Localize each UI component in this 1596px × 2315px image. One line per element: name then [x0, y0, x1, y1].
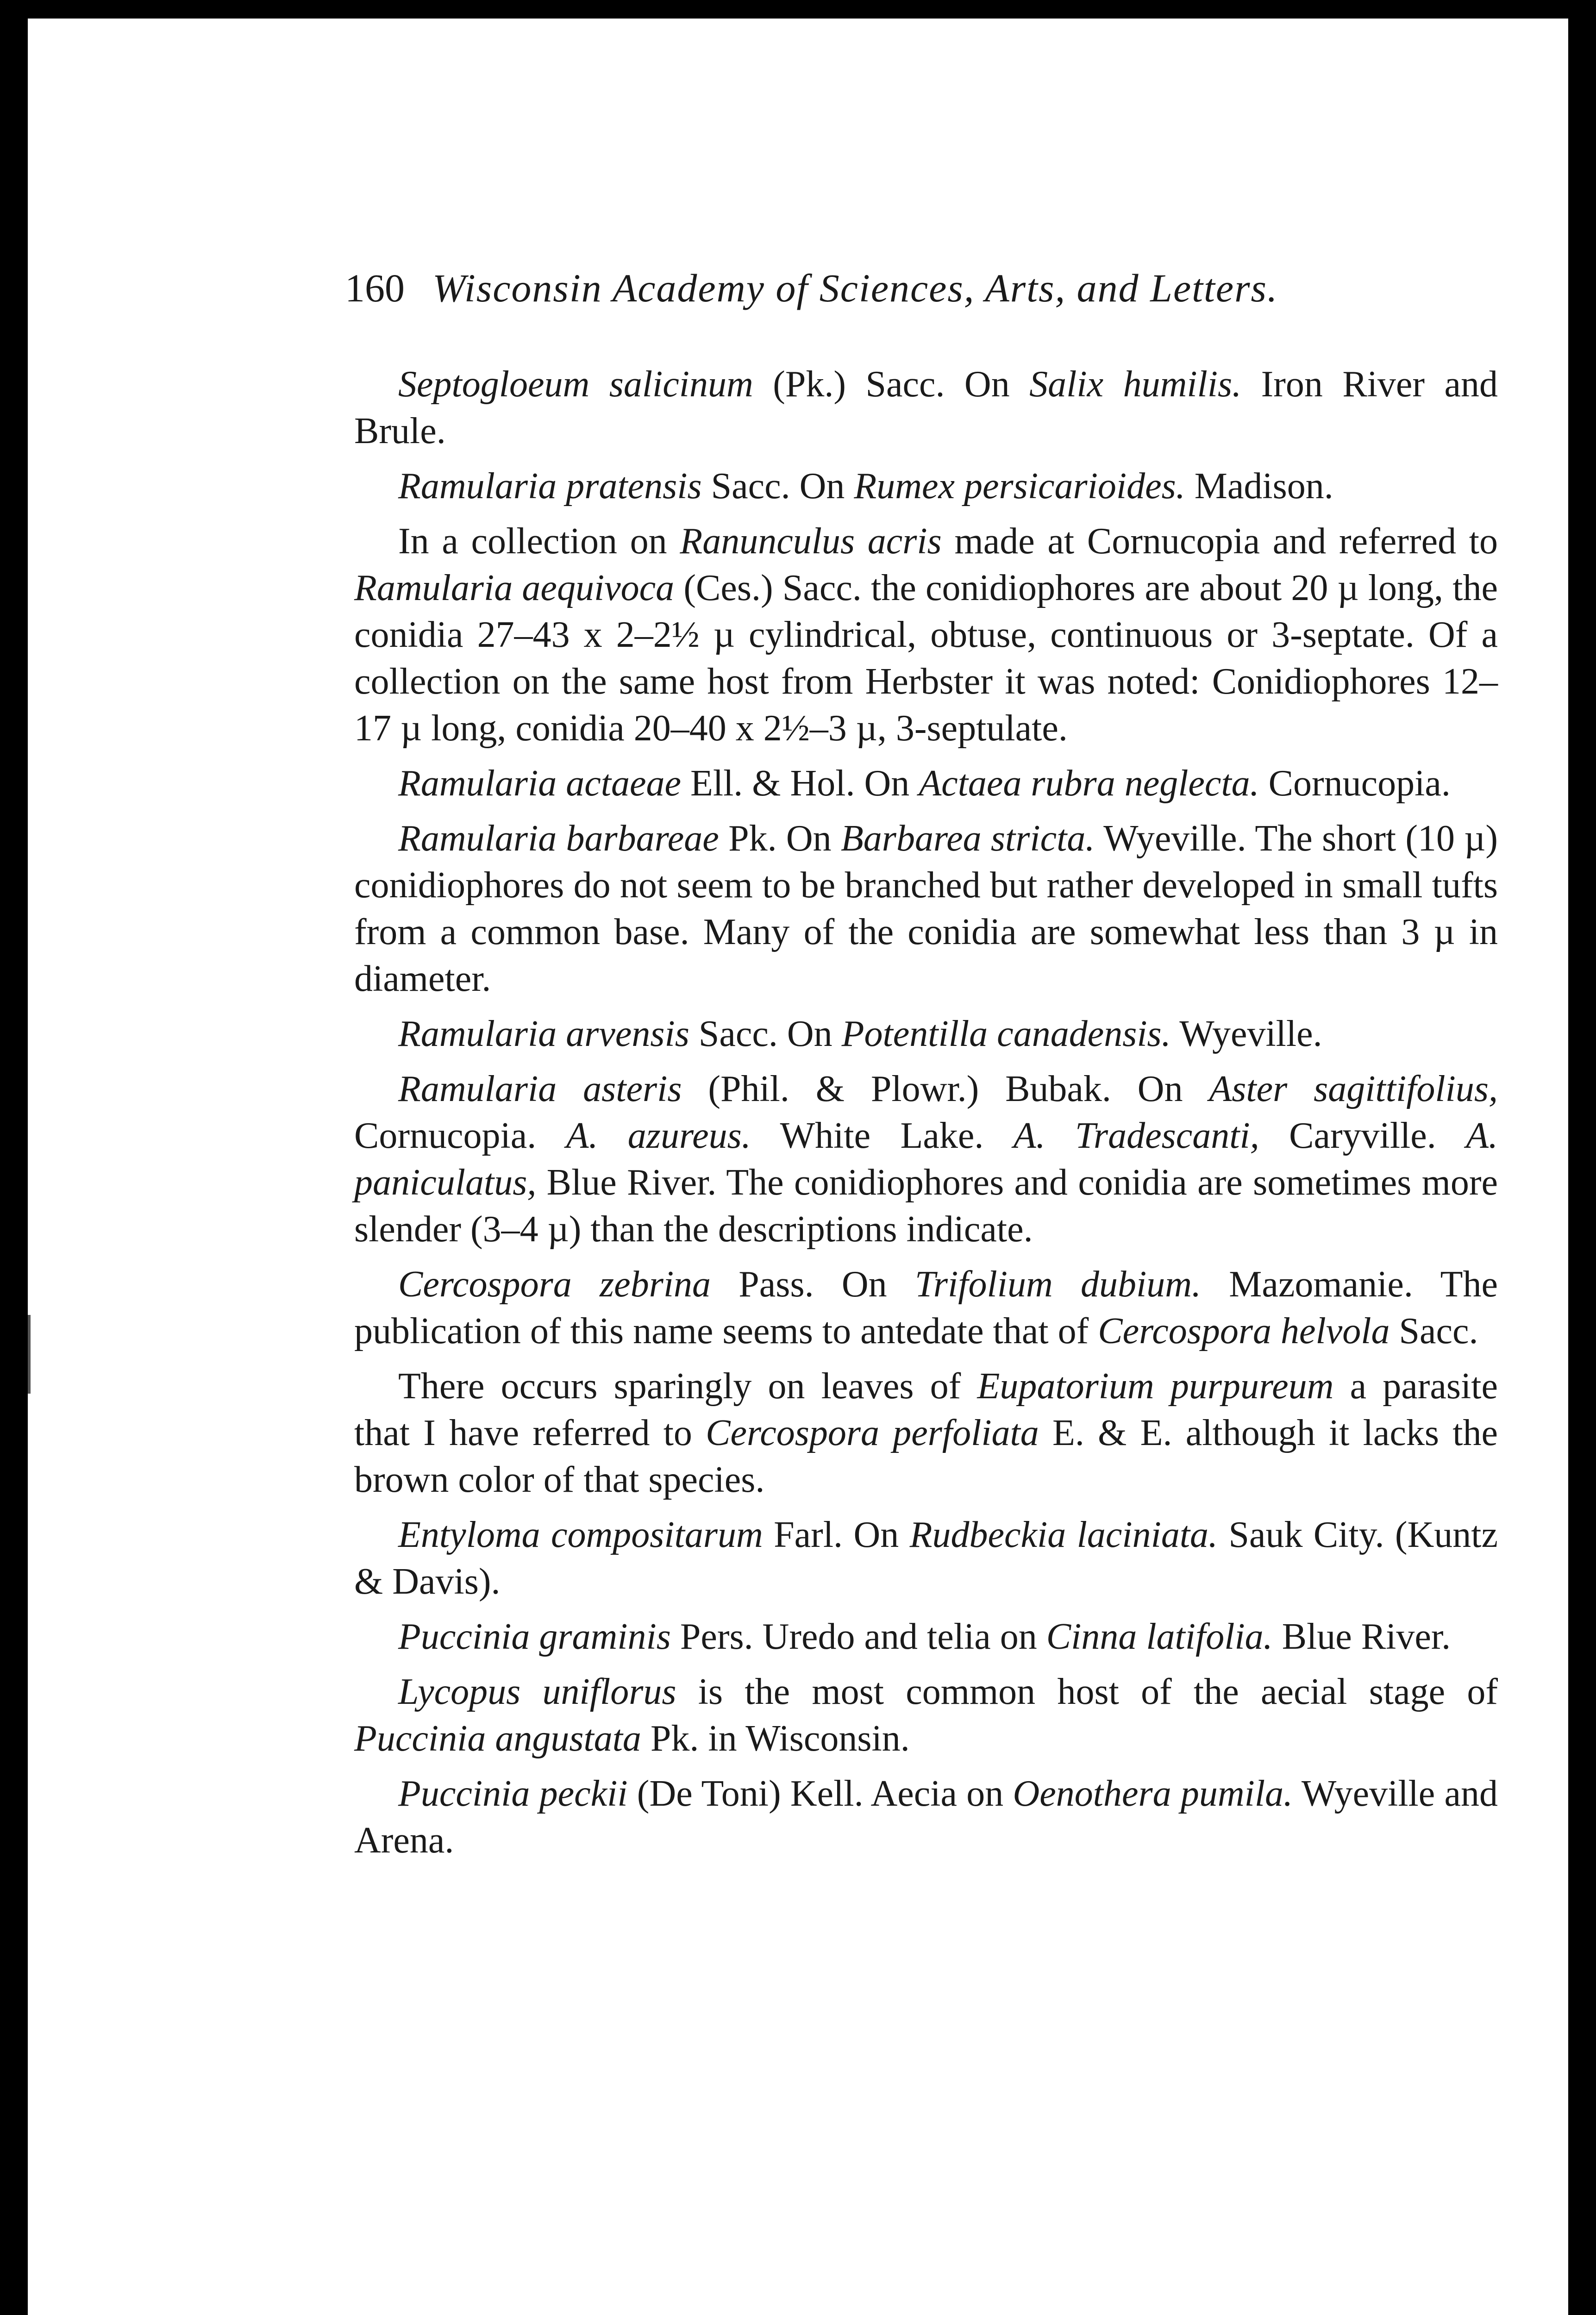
paragraph	[354, 1363, 1498, 1503]
paragraph	[354, 1614, 1498, 1660]
text-run: Wyeville. The short (10 µ) conidiophores do not seem to be branched but rather developed in small tufts from a common base. Many of the conidia are somewhat less than 3 µ in diameter.	[354, 818, 1498, 999]
paragraph	[354, 1261, 1498, 1355]
text-run: E. & E. although it lacks the brown color of that species.	[354, 1413, 1498, 1500]
italic-taxon-text: Ranunculus acris	[680, 521, 942, 562]
italic-taxon-text: Rumex persicarioides.	[854, 466, 1185, 507]
italic-taxon-text: Ramularia actaeae	[398, 763, 681, 804]
text-run: (Pk.) Sacc. On	[753, 364, 1030, 405]
text-run: Caryville.	[1259, 1115, 1466, 1156]
italic-taxon-text: A. azureus.	[566, 1115, 751, 1156]
italic-taxon-text: Cercospora helvola	[1098, 1311, 1390, 1351]
paragraph	[354, 1512, 1498, 1605]
text-run: (Ces.) Sacc. the conidiophores are about 20 µ long, the conidia 27–43 x 2–2½ µ cylindrical, obtuse, continuous or 3-septate. Of a collection on the same host from Herbster it was noted: Conidiophores 12–17 µ long, conidia 20–40 x 2½–3 µ, 3-septulate.	[354, 568, 1498, 749]
italic-taxon-text: A. Tradescanti,	[1013, 1115, 1259, 1156]
text-run: Blue River. The conidiophores and conidia are sometimes more slender (3–4 µ) than the descriptions indicate.	[354, 1162, 1498, 1250]
text-run: Mazomanie. The publication of this name seems to antedate that of	[354, 1264, 1498, 1351]
text-run: Iron River and Brule.	[354, 364, 1498, 451]
text-run: Pk. in Wisconsin.	[641, 1718, 910, 1759]
italic-taxon-text: Ramularia barbareae	[398, 818, 719, 859]
text-run: Farl. On	[763, 1514, 910, 1555]
paragraph	[354, 1771, 1498, 1864]
paragraph	[354, 463, 1498, 510]
paragraph	[354, 518, 1498, 752]
italic-taxon-text: Cercospora perfoliata	[706, 1413, 1039, 1453]
italic-taxon-text: Barbarea stricta.	[840, 818, 1095, 859]
italic-taxon-text: A. paniculatus,	[354, 1115, 1498, 1203]
text-run: White Lake.	[751, 1115, 1014, 1156]
italic-taxon-text: Puccinia peckii	[398, 1773, 628, 1814]
paragraph	[354, 1066, 1498, 1253]
text-run: made at Cornucopia and referred to	[941, 521, 1498, 562]
text-run: Madison.	[1185, 466, 1333, 507]
italic-taxon-text: Eupatorium purpureum	[977, 1366, 1334, 1407]
text-run: Blue River.	[1272, 1616, 1451, 1657]
text-run: a parasite that I have referred to	[354, 1366, 1498, 1453]
paragraph	[354, 815, 1498, 1002]
text-run: Pers. Uredo and telia on	[670, 1616, 1046, 1657]
italic-taxon-text: Ramularia pratensis	[398, 466, 702, 507]
italic-taxon-text: Oenothera pumila.	[1013, 1773, 1293, 1814]
italic-taxon-text: Ramularia asteris	[398, 1069, 682, 1109]
italic-taxon-text: Potentilla canadensis.	[841, 1014, 1171, 1054]
text-run: Ell. & Hol. On	[681, 763, 919, 804]
document-page	[28, 19, 1568, 2315]
text-run: There occurs sparingly on leaves of	[398, 1366, 977, 1407]
text-run: Cornucopia.	[354, 1115, 566, 1156]
body-text	[354, 361, 1498, 1872]
page-number: 160	[345, 266, 405, 310]
paragraph	[354, 1011, 1498, 1057]
italic-taxon-text: Puccinia angustata	[354, 1718, 641, 1759]
italic-taxon-text: Rudbeckia laciniata.	[909, 1514, 1218, 1555]
text-run: Sauk City. (Kuntz & Davis).	[354, 1514, 1498, 1602]
italic-taxon-text: Ramularia aequivoca	[354, 568, 675, 608]
text-run: Wyeville and Arena.	[354, 1773, 1498, 1861]
italic-taxon-text: Aster sagittifolius,	[1209, 1069, 1498, 1109]
paragraph	[354, 760, 1498, 807]
text-run: (De Toni) Kell. Aecia on	[627, 1773, 1013, 1814]
text-run: Wyeville.	[1170, 1014, 1322, 1054]
italic-taxon-text: Ramularia arvensis	[398, 1014, 689, 1054]
italic-taxon-text: Cinna latifolia.	[1046, 1616, 1273, 1657]
text-run: Pk. On	[719, 818, 841, 859]
paragraph	[354, 1669, 1498, 1762]
text-run: Sacc. On	[689, 1014, 842, 1054]
text-run: Cornucopia.	[1259, 763, 1451, 804]
text-run: In a collection on	[398, 521, 680, 562]
page-header	[345, 263, 1401, 313]
text-run: (Phil. & Plowr.) Bubak. On	[682, 1069, 1209, 1109]
running-title: Wisconsin Academy of Sciences, Arts, and Letters.	[432, 266, 1278, 310]
italic-taxon-text: Entyloma compositarum	[398, 1514, 763, 1555]
italic-taxon-text: Trifolium dubium.	[914, 1264, 1201, 1305]
paragraph	[354, 361, 1498, 455]
text-run: is the most common host of the aecial stage of	[676, 1671, 1498, 1712]
text-run: Sacc.	[1389, 1311, 1478, 1351]
italic-taxon-text: Lycopus uniflorus	[398, 1671, 676, 1712]
italic-taxon-text: Septogloeum salicinum	[398, 364, 753, 405]
italic-taxon-text: Puccinia graminis	[398, 1616, 671, 1657]
text-run: Pass. On	[711, 1264, 915, 1305]
italic-taxon-text: Actaea rubra neglecta.	[919, 763, 1259, 804]
scan-edge-mark	[28, 1315, 31, 1394]
italic-taxon-text: Cercospora zebrina	[398, 1264, 711, 1305]
text-run: Sacc. On	[701, 466, 854, 507]
italic-taxon-text: Salix humilis.	[1029, 364, 1242, 405]
